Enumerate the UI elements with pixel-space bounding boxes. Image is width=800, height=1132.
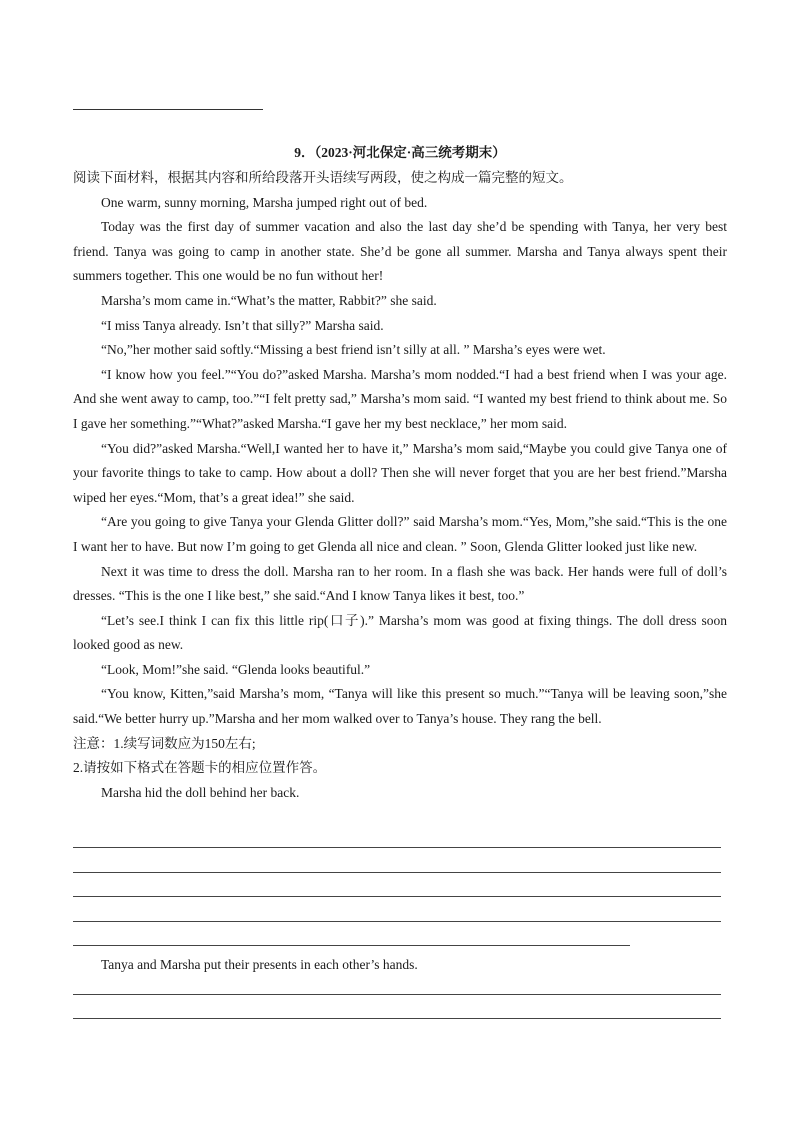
answer-line[interactable] bbox=[73, 847, 721, 848]
note-1: 注意：1.续写词数应为150左右; bbox=[73, 735, 256, 751]
paragraph-11: “Look, Mom!”she said. “Glenda looks beautiful.” bbox=[101, 661, 371, 677]
paragraph-6: “I know how you feel.”“You do?”asked Marsha. Marsha’s mom nodded.“I had a best friend when I was your age. And she went away to camp, too.”“I felt pretty sad,” Marsha’s mom said. “I wanted my best friend to think about me. So I gave her something.”“What?”asked Marsha.“I gave her my best necklace,” her mom said. bbox=[73, 366, 727, 431]
starter-2: Tanya and Marsha put their presents in each other’s hands. bbox=[101, 957, 418, 972]
answer-line[interactable] bbox=[73, 896, 721, 897]
answer-line[interactable] bbox=[73, 1018, 721, 1019]
passage bbox=[73, 166, 727, 805]
instruction: 阅读下面材料，根据其内容和所给段落开头语续写两段，使之构成一篇完整的短文。 bbox=[73, 170, 573, 185]
answer-line[interactable] bbox=[73, 945, 630, 946]
paragraph-7: “You did?”asked Marsha.“Well,I wanted her to have it,” Marsha’s mom said,“Maybe you could give Tanya one of your favorite things to take to camp. How about a doll? Then she will never forget that you are her best friend.”Marsha wiped her eyes.“Mom, that’s a great idea!” she said. bbox=[73, 440, 727, 505]
question-title: 9．（2023·河北保定·高三统考期末） bbox=[294, 145, 506, 160]
starter-1: Marsha hid the doll behind her back. bbox=[101, 784, 300, 800]
header-rule bbox=[73, 109, 263, 110]
paragraph-12: “You know, Kitten,”said Marsha’s mom, “Tanya will like this present so much.”“Tanya will be leaving soon,”she said.“We better hurry up.”Marsha and her mom walked over to Tanya’s house. They rang the bell. bbox=[73, 686, 727, 727]
paragraph-1: One warm, sunny morning, Marsha jumped right out of bed. bbox=[101, 194, 428, 210]
paragraph-10: “Let’s see.I think I can fix this little rip(口子).” Marsha’s mom was good at fixing things. The doll dress soon looked good as new. bbox=[73, 612, 727, 653]
paragraph-5: “No,”her mother said softly.“Missing a best friend isn’t silly at all. ” Marsha’s eyes were wet. bbox=[101, 342, 606, 358]
paragraph-3: Marsha’s mom came in.“What’s the matter, Rabbit?” she said. bbox=[101, 292, 437, 308]
paragraph-4: “I miss Tanya already. Isn’t that silly?” Marsha said. bbox=[101, 317, 384, 333]
paragraph-2: Today was the first day of summer vacation and also the last day she’d be spending with Tanya, her very best friend. Tanya was going to camp in another state. She’d be gone all summer. Marsha and Tanya always spent their summers together. This one would be no fun without her! bbox=[73, 219, 727, 284]
answer-line[interactable] bbox=[73, 994, 721, 995]
answer-line[interactable] bbox=[73, 921, 721, 922]
paragraph-8: “Are you going to give Tanya your Glenda Glitter doll?” said Marsha’s mom.“Yes, Mom,”she said.“This is the one I want her to have. But now I’m going to get Glenda all nice and clean. ” Soon, Glenda Glitter looked just like new. bbox=[73, 514, 727, 554]
note-2: 2.请按如下格式在答题卡的相应位置作答。 bbox=[73, 760, 327, 776]
answer-line[interactable] bbox=[73, 872, 721, 873]
paragraph-9: Next it was time to dress the doll. Marsha ran to her room. In a flash she was back. Her hands were full of doll’s dresses. “This is the one I like best,” she said.“And I know Tanya likes it best, too.” bbox=[73, 563, 727, 604]
